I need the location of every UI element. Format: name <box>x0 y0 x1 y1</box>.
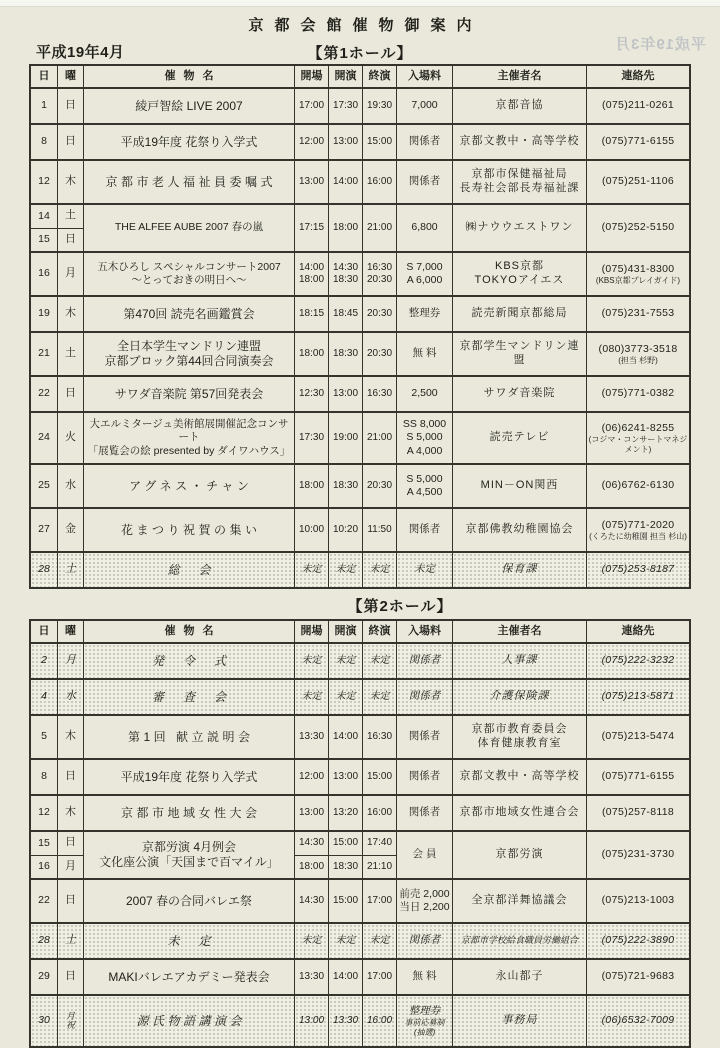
cell-fee: 未定 <box>396 553 452 587</box>
cell-end: 未定 <box>362 644 396 678</box>
cell-fee: 関係者 <box>396 924 452 958</box>
cell-dow: 月 祝 <box>57 996 83 1046</box>
cell-start: 14:00 <box>328 161 362 203</box>
event-row <box>31 331 689 375</box>
cell-fee: 前売 2,000 当日 2,200 <box>396 880 452 922</box>
cell-day: 12 <box>38 175 50 188</box>
cell-start: 14:00 <box>328 960 362 994</box>
event-row <box>31 958 689 994</box>
cell-dow: 日 月 <box>57 832 83 878</box>
cell-dow: 金 <box>57 509 83 551</box>
event-row <box>31 758 689 794</box>
column-header: 曜 <box>57 66 83 87</box>
bleed-through-text: 平成19年3月 <box>613 36 706 53</box>
cell-fee: 関係者 <box>396 760 452 794</box>
event-row <box>31 678 689 714</box>
cell-open: 17:00 <box>294 89 328 123</box>
cell-event: 京都労演 4月例会 文化座公演「天国まで百マイル」 <box>83 832 294 878</box>
cell-dow: 土 <box>57 924 83 958</box>
column-header: 終演 <box>362 66 396 87</box>
event-row <box>31 251 689 295</box>
cell-event: 第470回 読売名画鑑賞会 <box>83 297 294 331</box>
cell-start: 15:00 18:30 <box>328 832 362 878</box>
header-row <box>31 621 689 642</box>
cell-organizer: 保育課 <box>452 553 586 587</box>
cell-event: サワダ音楽院 第57回発表会 <box>83 377 294 411</box>
cell-start: 18:45 <box>328 297 362 331</box>
cell-event: 五木ひろし スペシャルコンサート2007 ～とっておきの明日へ～ <box>83 253 294 295</box>
cell-day: 25 <box>38 479 50 492</box>
cell-contact: (075)253-8187 <box>586 553 689 587</box>
cell-open: 14:00 18:00 <box>294 253 328 295</box>
cell-day: 30 <box>31 996 57 1046</box>
cell-open: 12:30 <box>294 377 328 411</box>
cell-open: 13:00 <box>294 796 328 830</box>
cell-event: MAKIバレエアカデミー発表会 <box>83 960 294 994</box>
cell-end: 16:30 20:30 <box>362 253 396 295</box>
cell-fee: 関係者 <box>396 716 452 758</box>
cell-event: 発 令 式 <box>83 644 294 678</box>
cell-day: 21 <box>38 347 50 360</box>
cell-start: 10:20 <box>328 509 362 551</box>
cell-end: 20:30 <box>362 297 396 331</box>
cell-dow: 月 <box>57 253 83 295</box>
column-header: 連絡先 <box>586 66 689 87</box>
cell-organizer: 京都労演 <box>452 832 586 878</box>
cell-dow: 木 <box>57 297 83 331</box>
cell-open: 13:00 <box>294 996 328 1046</box>
hall2-title: 【第2ホール】 <box>347 598 453 615</box>
event-row <box>31 714 689 758</box>
cell-open: 18:15 <box>294 297 328 331</box>
event-row <box>31 642 689 678</box>
event-row <box>31 203 689 251</box>
cell-event: 平成19年度 花祭り入学式 <box>83 125 294 159</box>
cell-open: 10:00 <box>294 509 328 551</box>
cell-organizer: 全京都洋舞協議会 <box>452 880 586 922</box>
cell-organizer: 京都佛教幼稚園協会 <box>452 509 586 551</box>
cell-start: 13:30 <box>328 996 362 1046</box>
cell-contact: (075)771-2020 (くろたに幼稚園 担当 杉山) <box>586 509 689 551</box>
event-row <box>31 878 689 922</box>
cell-start: 13:20 <box>328 796 362 830</box>
cell-contact: (075)257-8118 <box>586 796 689 830</box>
cell-open: 14:30 18:00 <box>294 832 328 878</box>
cell-organizer: 事務局 <box>452 996 586 1046</box>
cell-fee: S 7,000 A 6,000 <box>396 253 452 295</box>
cell-open: 17:30 <box>294 413 328 463</box>
cell-dow: 日 <box>57 960 83 994</box>
cell-day: 14 15 <box>31 205 57 251</box>
cell-end: 20:30 <box>362 333 396 375</box>
cell-fee: 会 員 <box>396 832 452 878</box>
column-header: 曜 <box>57 621 83 642</box>
event-row <box>31 922 689 958</box>
cell-organizer: ㈱ナウウエストワン <box>452 205 586 251</box>
cell-end: 16:30 <box>362 716 396 758</box>
event-row <box>31 375 689 411</box>
event-row <box>31 87 689 123</box>
cell-contact: (075)213-5474 <box>586 716 689 758</box>
hall2-title-row <box>0 595 720 616</box>
cell-fee: 関係者 <box>396 796 452 830</box>
event-row <box>31 830 689 878</box>
cell-organizer: 読売新聞京都総局 <box>452 297 586 331</box>
cell-dow: 水 <box>57 680 83 714</box>
cell-contact: (075)252-5150 <box>586 205 689 251</box>
cell-organizer: 介護保険課 <box>452 680 586 714</box>
cell-end: 16:00 <box>362 996 396 1046</box>
cell-event: 京都市地域女性大会 <box>83 796 294 830</box>
event-row <box>31 295 689 331</box>
cell-start: 18:00 <box>328 205 362 251</box>
cell-day: 12 <box>38 806 50 819</box>
cell-day: 22 <box>38 894 50 907</box>
column-header: 開演 <box>328 66 362 87</box>
cell-open: 18:00 <box>294 333 328 375</box>
cell-start: 未定 <box>328 553 362 587</box>
cell-end: 15:00 <box>362 760 396 794</box>
cell-dow: 木 <box>57 796 83 830</box>
cell-organizer: 京都音協 <box>452 89 586 123</box>
cell-day: 15 16 <box>31 832 57 878</box>
event-row <box>31 994 689 1046</box>
cell-end: 21:00 <box>362 413 396 463</box>
column-header: 開演 <box>328 621 362 642</box>
cell-start: 19:00 <box>328 413 362 463</box>
column-header: 催物名 <box>83 621 294 642</box>
cell-contact: (075)211-0261 <box>586 89 689 123</box>
cell-end: 未定 <box>362 924 396 958</box>
cell-fee: 無 料 <box>396 960 452 994</box>
cell-open: 13:30 <box>294 716 328 758</box>
event-row <box>31 411 689 463</box>
cell-day: 19 <box>38 307 50 320</box>
event-row <box>31 507 689 551</box>
cell-day: 28 <box>31 924 57 958</box>
cell-fee: 整理券 事前応募制 (抽選) <box>396 996 452 1046</box>
cell-event: 未 定 <box>83 924 294 958</box>
event-row <box>31 463 689 507</box>
cell-event: 綾戸智絵 LIVE 2007 <box>83 89 294 123</box>
cell-dow: 日 <box>57 880 83 922</box>
date-label: 平成19年4月 <box>36 44 125 61</box>
cell-open: 14:30 <box>294 880 328 922</box>
cell-event: 京都市老人福祉員委嘱式 <box>83 161 294 203</box>
cell-organizer: 永山都子 <box>452 960 586 994</box>
cell-open: 12:00 <box>294 760 328 794</box>
cell-end: 16:00 <box>362 161 396 203</box>
cell-contact: (075)771-0382 <box>586 377 689 411</box>
cell-day: 8 <box>41 770 47 783</box>
cell-end: 未定 <box>362 680 396 714</box>
cell-contact: (06)6532-7009 <box>586 996 689 1046</box>
column-header: 催物名 <box>83 66 294 87</box>
cell-day: 1 <box>41 99 47 112</box>
column-header: 主催者名 <box>452 66 586 87</box>
cell-start: 15:00 <box>328 880 362 922</box>
cell-organizer: 人事課 <box>452 644 586 678</box>
cell-start: 13:00 <box>328 125 362 159</box>
page-title: 京都会館催物御案内 <box>248 17 483 34</box>
event-row <box>31 123 689 159</box>
cell-start: 14:30 18:30 <box>328 253 362 295</box>
cell-open: 13:30 <box>294 960 328 994</box>
cell-dow: 火 <box>57 413 83 463</box>
event-row <box>31 551 689 587</box>
cell-fee: SS 8,000 S 5,000 A 4,000 <box>396 413 452 463</box>
cell-open: 未定 <box>294 924 328 958</box>
cell-fee: S 5,000 A 4,500 <box>396 465 452 507</box>
cell-open: 未定 <box>294 553 328 587</box>
cell-end: 17:00 <box>362 880 396 922</box>
cell-organizer: MIN－ON関西 <box>452 465 586 507</box>
cell-event: 大エルミタージュ美術館展開催記念コンサート 「展覧会の絵 presented by ダイワハウス」 <box>83 413 294 463</box>
cell-start: 13:00 <box>328 760 362 794</box>
cell-dow: 日 <box>57 377 83 411</box>
cell-open: 未定 <box>294 644 328 678</box>
cell-open: 18:00 <box>294 465 328 507</box>
cell-dow: 月 <box>57 644 83 678</box>
cell-event: 花まつり祝賀の集い <box>83 509 294 551</box>
cell-fee: 整理券 <box>396 297 452 331</box>
cell-day: 22 <box>38 387 50 400</box>
column-header: 連絡先 <box>586 621 689 642</box>
cell-contact: (075)222-3890 <box>586 924 689 958</box>
column-header: 日 <box>38 69 50 82</box>
cell-dow: 木 <box>57 716 83 758</box>
cell-end: 17:40 21:10 <box>362 832 396 878</box>
cell-dow: 日 <box>57 125 83 159</box>
cell-event: 源氏物語講演会 <box>83 996 294 1046</box>
cell-contact: (075)771-6155 <box>586 125 689 159</box>
cell-contact: (075)771-6155 <box>586 760 689 794</box>
cell-organizer: 京都文教中・高等学校 <box>452 125 586 159</box>
cell-organizer: 京都市学校給食職員労働組合 <box>452 924 586 958</box>
cell-dow: 木 <box>57 161 83 203</box>
cell-organizer: 京都文教中・高等学校 <box>452 760 586 794</box>
cell-dow: 日 <box>57 89 83 123</box>
cell-start: 未定 <box>328 924 362 958</box>
cell-organizer: 京都市地域女性連合会 <box>452 796 586 830</box>
cell-start: 14:00 <box>328 716 362 758</box>
cell-fee: 2,500 <box>396 377 452 411</box>
cell-end: 15:00 <box>362 125 396 159</box>
cell-event: 平成19年度 花祭り入学式 <box>83 760 294 794</box>
cell-start: 13:00 <box>328 377 362 411</box>
cell-start: 18:30 <box>328 465 362 507</box>
column-header: 日 <box>38 624 50 637</box>
cell-contact: (080)3773-3518 (担当 杉野) <box>586 333 689 375</box>
cell-fee: 関係者 <box>396 125 452 159</box>
cell-organizer: 京都学生マンドリン連盟 <box>452 333 586 375</box>
cell-contact: (075)231-3730 <box>586 832 689 878</box>
cell-end: 19:30 <box>362 89 396 123</box>
hall1-table <box>29 64 691 589</box>
cell-end: 21:00 <box>362 205 396 251</box>
cell-fee: 関係者 <box>396 644 452 678</box>
column-header: 入場料 <box>396 66 452 87</box>
cell-event: 第1回 献立説明会 <box>83 716 294 758</box>
cell-event: THE ALFEE AUBE 2007 春の嵐 <box>83 205 294 251</box>
cell-event: 審 査 会 <box>83 680 294 714</box>
cell-fee: 7,000 <box>396 89 452 123</box>
column-header: 入場料 <box>396 621 452 642</box>
cell-start: 18:30 <box>328 333 362 375</box>
cell-event: 総 会 <box>83 553 294 587</box>
cell-event: 2007 春の合同バレエ祭 <box>83 880 294 922</box>
cell-start: 未定 <box>328 680 362 714</box>
cell-day: 27 <box>38 523 50 536</box>
cell-fee: 無 料 <box>396 333 452 375</box>
cell-event: 全日本学生マンドリン連盟 京都ブロック第44回合同演奏会 <box>83 333 294 375</box>
cell-open: 未定 <box>294 680 328 714</box>
cell-organizer: 京都市保健福祉局 長寿社会部長寿福祉課 <box>452 161 586 203</box>
cell-open: 12:00 <box>294 125 328 159</box>
cell-day: 2 <box>31 644 57 678</box>
cell-organizer: 読売テレビ <box>452 413 586 463</box>
cell-contact: (075)231-7553 <box>586 297 689 331</box>
cell-organizer: 京都市教育委員会 体育健康教育室 <box>452 716 586 758</box>
cell-dow: 土 日 <box>57 205 83 251</box>
cell-day: 8 <box>41 135 47 148</box>
cell-dow: 土 <box>57 333 83 375</box>
event-row <box>31 159 689 203</box>
cell-contact: (06)6241-8255 (コジマ・コンサートマネジメント) <box>586 413 689 463</box>
event-row <box>31 794 689 830</box>
cell-end: 11:50 <box>362 509 396 551</box>
cell-organizer: サワダ音楽院 <box>452 377 586 411</box>
cell-event: アグネス・チャン <box>83 465 294 507</box>
hall1-title: 【第1ホール】 <box>307 45 413 62</box>
cell-contact: (075)213-1003 <box>586 880 689 922</box>
cell-day: 28 <box>31 553 57 587</box>
column-header: 主催者名 <box>452 621 586 642</box>
column-header: 開場 <box>294 66 328 87</box>
cell-end: 16:30 <box>362 377 396 411</box>
cell-fee: 関係者 <box>396 161 452 203</box>
hall2-table <box>29 619 691 1048</box>
cell-fee: 6,800 <box>396 205 452 251</box>
cell-contact: (075)222-3232 <box>586 644 689 678</box>
cell-day: 5 <box>41 730 47 743</box>
header-row <box>31 66 689 87</box>
cell-dow: 水 <box>57 465 83 507</box>
cell-fee: 関係者 <box>396 680 452 714</box>
cell-day: 29 <box>38 970 50 983</box>
cell-dow: 日 <box>57 760 83 794</box>
cell-dow: 土 <box>57 553 83 587</box>
cell-day: 4 <box>31 680 57 714</box>
cell-end: 20:30 <box>362 465 396 507</box>
column-header: 開場 <box>294 621 328 642</box>
cell-contact: (06)6762-6130 <box>586 465 689 507</box>
cell-organizer: KBS京都 TOKYOアイエス <box>452 253 586 295</box>
cell-fee: 関係者 <box>396 509 452 551</box>
cell-day: 16 <box>38 267 50 280</box>
cell-start: 未定 <box>328 644 362 678</box>
cell-start: 17:30 <box>328 89 362 123</box>
cell-contact: (075)431-8300 (KBS京都プレイガイド) <box>586 253 689 295</box>
column-header: 終演 <box>362 621 396 642</box>
cell-end: 未定 <box>362 553 396 587</box>
cell-open: 17:15 <box>294 205 328 251</box>
cell-end: 16:00 <box>362 796 396 830</box>
cell-end: 17:00 <box>362 960 396 994</box>
cell-day: 24 <box>38 431 50 444</box>
cell-contact: (075)721-9683 <box>586 960 689 994</box>
cell-contact: (075)251-1106 <box>586 161 689 203</box>
subheader <box>30 40 690 62</box>
cell-contact: (075)213-5871 <box>586 680 689 714</box>
paper-edge <box>0 0 720 7</box>
cell-open: 13:00 <box>294 161 328 203</box>
